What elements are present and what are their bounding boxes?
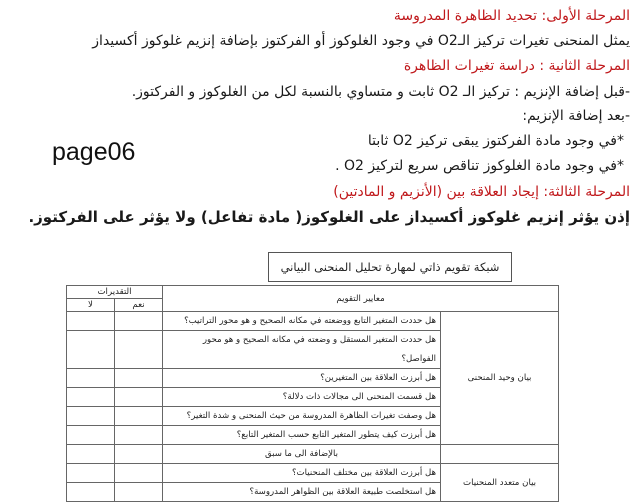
yes-cell[interactable] bbox=[115, 483, 163, 502]
yes-cell[interactable] bbox=[115, 331, 163, 369]
fructose-text: *في وجود مادة الفركتوز يبقى تركيز O2 ثابتا bbox=[367, 133, 624, 149]
stage1-text: يمثل المنحنى تغيرات تركيز الـO2 في وجود الغلوكوز أو الفركتوز بإضافة إنزيم غلوكوز أكسيداز bbox=[92, 33, 630, 49]
stage1-heading: المرحلة الأولى: تحديد الظاهرة المدروسة bbox=[393, 8, 630, 24]
no-cell[interactable] bbox=[67, 312, 115, 331]
yes-cell[interactable] bbox=[115, 426, 163, 445]
criterion-row: هل حددت المتغير المستقل و وضعته في مكانه الصحيح و هو محور bbox=[163, 331, 441, 350]
criterion-row: هل أبرزت العلاقة بين مختلف المنحنيات؟ bbox=[163, 464, 441, 483]
yes-cell[interactable] bbox=[115, 388, 163, 407]
evaluation-table bbox=[66, 285, 559, 502]
no-header: لا bbox=[67, 299, 115, 312]
yes-cell[interactable] bbox=[115, 369, 163, 388]
no-cell[interactable] bbox=[67, 445, 115, 464]
criterion-row: هل حددت المتغير التابع ووضعته في مكانه الصحيح و هو محور التراتيب؟ bbox=[163, 312, 441, 331]
no-cell[interactable] bbox=[67, 388, 115, 407]
empty-cell bbox=[441, 445, 559, 464]
stage3-heading: المرحلة الثالثة: إيجاد العلاقة بين (الأنزيم و المادتين) bbox=[333, 184, 630, 200]
ratings-header: التقديرات bbox=[67, 286, 163, 299]
addition-row: بالإضافة الى ما سبق bbox=[163, 445, 441, 464]
page-label: page06 bbox=[52, 138, 136, 166]
conclusion-text: إذن يؤثر إنزيم غلوكوز أكسيداز على الغلوكوز( مادة تفاعل) ولا يؤثر على الفركتوز. bbox=[28, 208, 630, 226]
before-enzyme-text: -قبل إضافة الإنزيم : تركيز الـ O2 ثابت و متساوي بالنسبة لكل من الغلوكوز و الفركتوز. bbox=[131, 84, 630, 100]
yes-cell[interactable] bbox=[115, 445, 163, 464]
yes-cell[interactable] bbox=[115, 312, 163, 331]
criterion-row: هل قسمت المنحنى الى مجالات ذات دلالة؟ bbox=[163, 388, 441, 407]
criterion-row: هل أبرزت العلاقة بين المتغيرين؟ bbox=[163, 369, 441, 388]
criterion-row: هل استخلصت طبيعة العلاقة بين الظواهر المدروسة؟ bbox=[163, 483, 441, 502]
criteria-header: معايير التقويم bbox=[163, 286, 559, 312]
no-cell[interactable] bbox=[67, 369, 115, 388]
no-cell[interactable] bbox=[67, 464, 115, 483]
group-multiple-curves: بيان متعدد المنحنيات bbox=[441, 464, 559, 502]
evaluation-grid-title: شبكة تقويم ذاتي لمهارة تحليل المنحنى البياني bbox=[268, 252, 512, 282]
after-enzyme-heading: -بعد إضافة الإنزيم: bbox=[522, 108, 630, 124]
glucose-text: *في وجود مادة الغلوكوز تناقص سريع لتركيز O2 . bbox=[335, 158, 624, 174]
no-cell[interactable] bbox=[67, 407, 115, 426]
group-single-curve: بيان وحيد المنحنى bbox=[441, 312, 559, 445]
no-cell[interactable] bbox=[67, 426, 115, 445]
stage2-heading: المرحلة الثانية : دراسة تغيرات الظاهرة bbox=[403, 58, 630, 74]
criterion-row: هل وصفت تغيرات الظاهرة المدروسة من حيث المنحنى و شدة التغير؟ bbox=[163, 407, 441, 426]
no-cell[interactable] bbox=[67, 331, 115, 369]
yes-header: نعم bbox=[115, 299, 163, 312]
no-cell[interactable] bbox=[67, 483, 115, 502]
criterion-row: هل أبرزت كيف يتطور المتغير التابع حسب المتغير التابع؟ bbox=[163, 426, 441, 445]
criterion-row-continued: الفواصل؟ bbox=[163, 350, 441, 369]
yes-cell[interactable] bbox=[115, 407, 163, 426]
yes-cell[interactable] bbox=[115, 464, 163, 483]
